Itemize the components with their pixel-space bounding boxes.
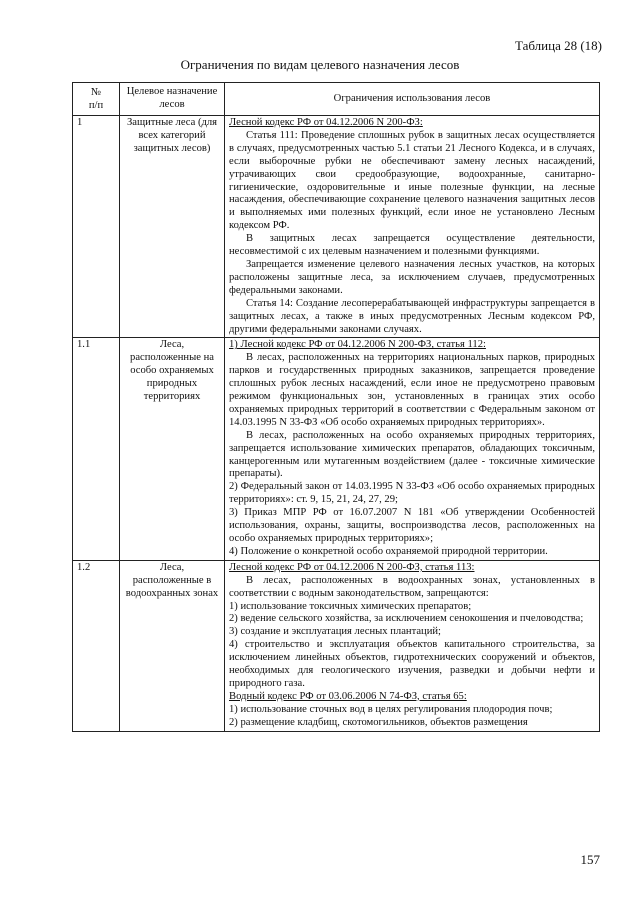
law-reference: Лесной кодекс РФ от 04.12.2006 N 200-ФЗ: [229, 117, 423, 128]
paragraph: 3) Приказ МПР РФ от 16.07.2007 N 181 «Об утверждении Особенностей использования, охраны, защиты, воспроизводства лесов, расположенных на особо охраняемых природных территориях»; [229, 507, 595, 544]
table-label: Таблица 28 (18) [514, 38, 602, 53]
header-number-line1: № [90, 87, 102, 98]
law-reference: 1) Лесной кодекс РФ от 04.12.2006 N 200-ФЗ, статья 112: [229, 339, 486, 351]
paragraph: В лесах, расположенных на особо охраняемых природных территориях, запрещается использование химических препаратов, обладающих токсичным, канцерогенным или мутагенным воздействием (далее - токсичные химические препараты). [229, 429, 595, 480]
paragraph: 1) использование сточных вод в целях регулирования плодородия почв; [229, 703, 553, 715]
page-title: Ограничения по видам целевого назначения лесов [180, 57, 460, 72]
row-restrictions [225, 116, 600, 338]
row-restrictions [225, 338, 600, 560]
row-restrictions [225, 560, 600, 731]
paragraph: 2) ведение сельского хозяйства, за исключением сенокошения и пчеловодства; [229, 613, 584, 625]
paragraph: 2) Федеральный закон от 14.03.1995 N 33-ФЗ «Об особо охраняемых природных территориях»: ст. 9, 15, 21, 24, 27, 29; [229, 481, 595, 506]
paragraph: 2) размещение кладбищ, скотомогильников, объектов размещения [229, 716, 528, 728]
paragraph: Статья 14: Создание лесоперерабатывающей инфраструктуры запрещается в защитных лесах, а также в иных предусмотренных Лесным кодексом РФ, другими федеральными законами случаях. [229, 297, 595, 335]
paragraph: В защитных лесах запрещается осуществление деятельности, несовместимой с их целевым назначением и полезными функциями. [229, 233, 595, 258]
header-number [73, 83, 120, 116]
header-restrictions: Ограничения использования лесов [225, 83, 600, 116]
table-row [73, 560, 600, 731]
header-number-line2: п/п [88, 100, 104, 111]
paragraph: В лесах, расположенных на территориях национальных парков, природных парков и государственных природных заказников, запрещается проведение сплошных рубок лесных насаждений, если иное не предусмотрено правовым режимом функциональных зон, установленных в границах этих особо охраняемых природных территорий в соответствии с Федеральным законом от 14.03.1995 N 33-ФЗ «Об особо охраняемых природных территориях». [229, 352, 595, 428]
table-row [73, 116, 600, 338]
paragraph: 1) использование токсичных химических препаратов; [229, 600, 472, 612]
paragraph: 4) Положение о конкретной особо охраняемой природной территории. [229, 545, 548, 557]
law-reference: Водный кодекс РФ от 03.06.2006 N 74-ФЗ, статья 65: [229, 690, 467, 702]
row-number: 1.2 [73, 560, 120, 731]
row-number: 1 [73, 116, 120, 338]
row-purpose: Защитные леса (для всех категорий защитных лесов) [120, 116, 225, 338]
row-number: 1.1 [73, 338, 120, 560]
paragraph: 3) создание и эксплуатация лесных плантаций; [229, 626, 441, 638]
row-purpose: Леса, расположенные в водоохранных зонах [120, 560, 225, 731]
table-row [73, 338, 600, 560]
paragraph: Запрещается изменение целевого назначения лесных участков, на которых расположены защитные леса, за исключением случаев, предусмотренных федеральными законами. [229, 258, 595, 296]
paragraph: 4) строительство и эксплуатация объектов капитального строительства, за исключением линейных объектов, гидротехнических сооружений и объектов, необходимых для геологического изучения, разведки и добычи нефти и природного газа. [229, 639, 595, 689]
paragraph: В лесах, расположенных в водоохранных зонах, установленных в соответствии с водным законодательством, запрещаются: [229, 574, 595, 599]
row-purpose: Леса, расположенные на особо охраняемых природных территориях [120, 338, 225, 560]
law-reference: Лесной кодекс РФ от 04.12.2006 N 200-ФЗ, статья 113: [229, 561, 475, 573]
paragraph: Статья 111: Проведение сплошных рубок в защитных лесах осуществляется в случаях, предусмотренных частью 5.1 статьи 21 Лесного Кодекса, и в случаях, если выборочные рубки не обеспечивают замену лесных насаждений, утрачивающих свои средообразующие, водоохранные, санитарно-гигиенические, оздоровительные и иные полезные функции, на лесные насаждения, обеспечивающие сохранение целевого назначения защитных лесов и выполняемых ими полезных функций, если иное не установлено Лесным кодексом РФ. [229, 129, 595, 232]
table-header-row [73, 83, 600, 116]
page-number: 157 [580, 852, 600, 867]
header-purpose: Целевое назначение лесов [120, 83, 225, 116]
restrictions-table [72, 82, 600, 732]
